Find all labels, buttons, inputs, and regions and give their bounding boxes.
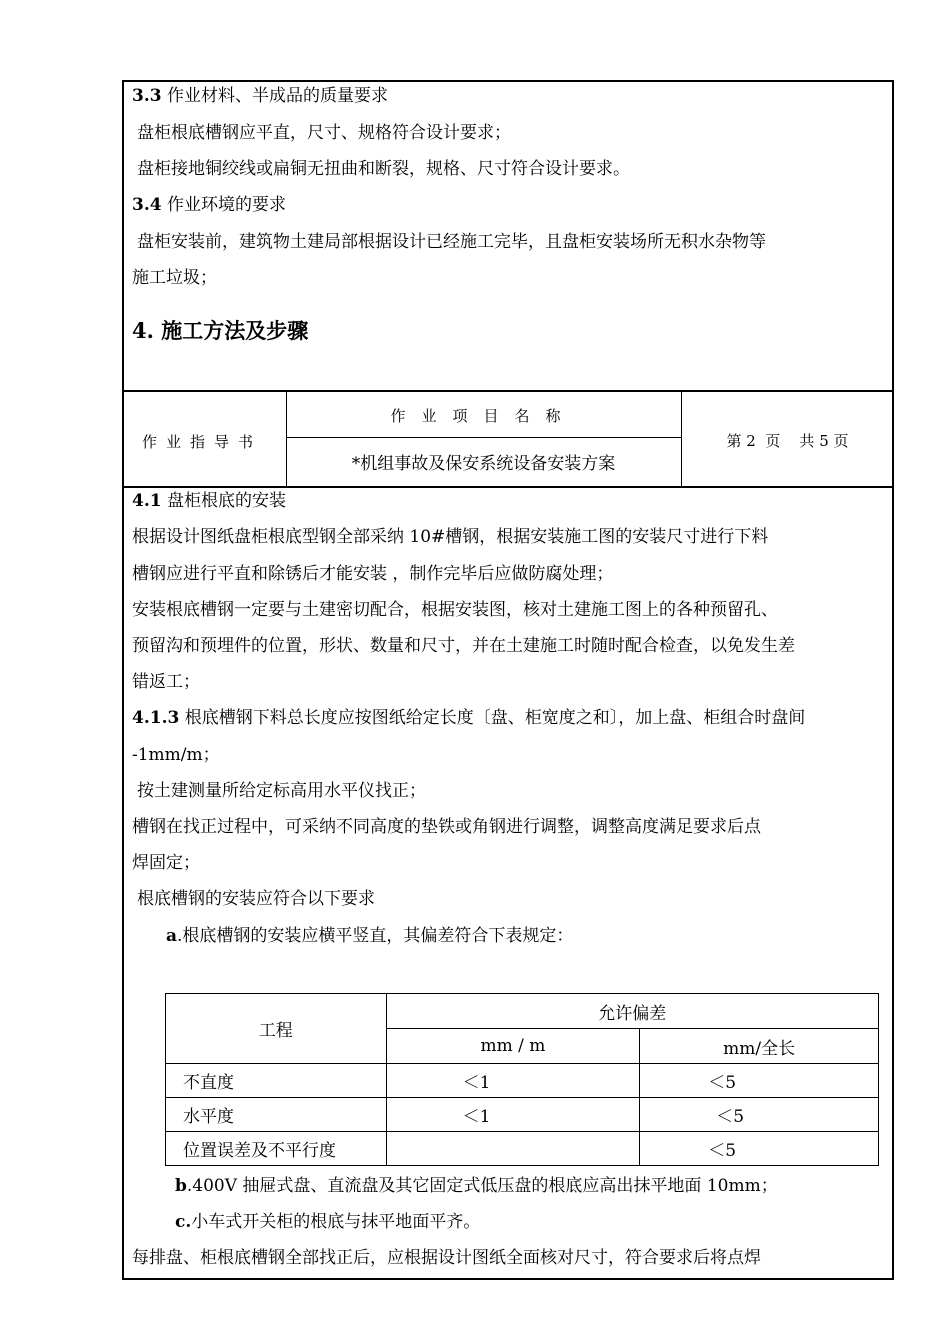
row-name: 不直度: [166, 1064, 387, 1098]
paragraph: -1mm/m；: [132, 745, 220, 765]
paragraph: 槽钢在找正过程中，可采纳不同高度的垫铁或角钢进行调整，调整高度满足要求后点: [132, 817, 761, 837]
row-name: 位置误差及不平行度: [166, 1132, 387, 1166]
item-c: c.小车式开关柜的根底与抹平地面平齐。: [175, 1212, 481, 1232]
section-3-3-heading: 3.3 作业材料、半成品的质量要求: [132, 86, 388, 106]
section-3-3-line2: 盘柜接地铜绞线或扁铜无扭曲和断裂，规格、尺寸符合设计要求。: [137, 159, 630, 179]
item-b: b.400V 抽屉式盘、直流盘及其它固定式低压盘的根底应高出抹平地面 10mm；: [175, 1176, 778, 1196]
section-3-4-line1: 盘柜安装前，建筑物土建局部根据设计已经施工完毕，且盘柜安装场所无积水杂物等: [137, 232, 766, 252]
row-per-m: [386, 1132, 640, 1166]
section-4-1-3: 4.1.3 根底槽钢下料总长度应按图纸给定长度〔盘、柜宽度之和〕，加上盘、柜组合时盘间: [132, 708, 806, 728]
document-header: [122, 390, 894, 488]
section-3-3-line1: 盘柜根底槽钢应平直，尺寸、规格符合设计要求；: [137, 123, 511, 143]
row-per-m: ＜1: [386, 1064, 640, 1098]
row-full: ＜5: [640, 1064, 879, 1098]
paragraph: 根底槽钢的安装应符合以下要求: [137, 889, 375, 909]
table-header-full: mm/全长: [640, 1029, 879, 1064]
paragraph: 按土建测量所给定标高用水平仪找正；: [137, 781, 426, 801]
paragraph: 根据设计图纸盘柜根底型钢全部采纳 10#槽钢，根据安装施工图的安装尺寸进行下料: [132, 527, 769, 547]
table-row: [166, 1132, 879, 1166]
table-row: [166, 1064, 879, 1098]
paragraph: 预留沟和预埋件的位置，形状、数量和尺寸，并在土建施工时随时配合检查，以免发生差: [132, 636, 795, 656]
paragraph: 每排盘、柜根底槽钢全部找正后，应根据设计图纸全面核对尺寸，符合要求后将点焊: [132, 1248, 761, 1268]
paragraph: 焊固定；: [132, 853, 200, 873]
table-header-allowed: 允许偏差: [386, 994, 878, 1029]
paragraph: 安装根底槽钢一定要与土建密切配合，根据安装图，核对土建施工图上的各种预留孔、: [132, 600, 778, 620]
section-4-heading: 4. 施工方法及步骤: [132, 318, 309, 343]
project-name-label: 作业项目名称: [390, 407, 577, 425]
row-full: ＜5: [640, 1098, 879, 1132]
item-a: a.根底槽钢的安装应横平竖直，其偏差符合下表规定：: [166, 926, 574, 946]
section-3-4-heading: 3.4 作业环境的要求: [132, 195, 286, 215]
paragraph: 槽钢应进行平直和除锈后才能安装 ，制作完毕后应做防腐处理；: [132, 564, 614, 584]
table-header-project: 工程: [166, 994, 387, 1064]
row-name: 水平度: [166, 1098, 387, 1132]
page-info: 第 2 页 共 5 页: [726, 432, 849, 450]
paragraph: 错返工；: [132, 672, 200, 692]
row-full: ＜5: [640, 1132, 879, 1166]
deviation-table: [165, 993, 879, 1166]
table-row: [166, 1098, 879, 1132]
table-header-per-m: mm / m: [386, 1029, 640, 1064]
section-3-4-line2: 施工垃圾；: [132, 268, 217, 288]
project-name: *机组事故及保安系统设备安装方案: [351, 454, 616, 474]
row-per-m: ＜1: [386, 1098, 640, 1132]
doc-type-label: 作业指导书: [142, 433, 263, 451]
header-divider: [286, 437, 681, 438]
section-4-1-heading: 4.1 盘柜根底的安装: [132, 491, 286, 511]
